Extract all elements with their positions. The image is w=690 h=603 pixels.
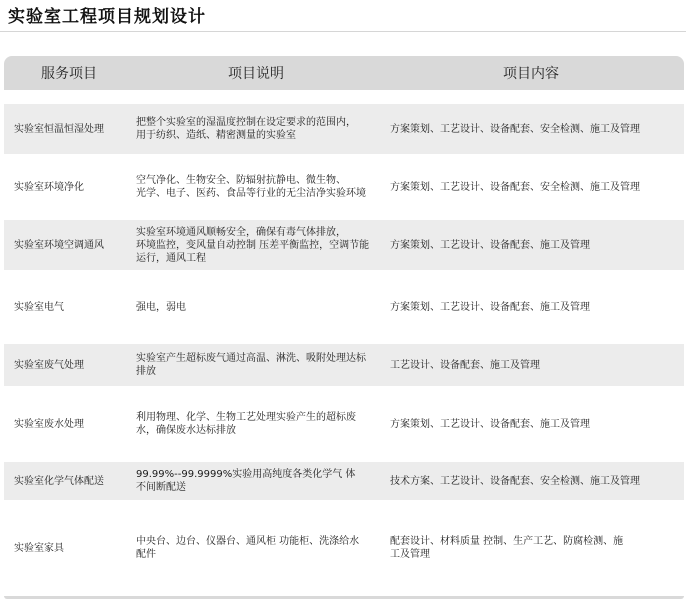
header-description: 项目说明 [228,66,284,82]
row-description: 把整个实验室的湿温度控制在设定要求的范围内， 用于纺织、造纸、精密测量的实验室 [136,117,356,141]
row-service: 实验室废气处理 [14,359,84,371]
row-service: 实验室电气 [14,301,64,313]
row-content: 方案策划、工艺设计、设备配套、安全检测、施工及管理 [390,123,640,135]
table-row [4,154,684,220]
row-service: 实验室废水处理 [14,418,84,430]
row-description: 利用物理、化学、生物工艺处理实验产生的超标废 水，确保废水达标排放 [136,412,356,436]
row-description: 实验室环境通风顺畅安全，确保有毒气体排放， 环境监控，变风量自动控制 压差平衡监控，空调节能 运行，通风工程 [136,226,370,264]
row-content: 工艺设计、设备配套、施工及管理 [390,359,540,371]
row-service: 实验室家具 [14,542,64,554]
row-content: 方案策划、工艺设计、设备配套、安全检测、施工及管理 [390,181,640,193]
row-content: 配套设计、材料质量 控制、生产工艺、防腐检测、施 工及管理 [390,536,624,560]
row-content: 方案策划、工艺设计、设备配套、施工及管理 [390,239,590,251]
header-service: 服务项目 [41,66,97,82]
row-service: 实验室恒温恒湿处理 [14,123,104,135]
table-header [4,56,684,90]
table-row [4,462,684,500]
row-content: 方案策划、工艺设计、设备配套、施工及管理 [390,301,590,313]
header-gap [4,90,684,104]
row-description: 空气净化、生物安全、防辐射抗静电、微生物、 光学、电子、医药、食品等行业的无尘洁净实验环境 [136,175,366,199]
row-description: 实验室产生超标废气通过高温、淋洗、吸附处理达标 排放 [136,353,366,377]
table-bottom-border [4,596,684,599]
table-row [4,104,684,154]
table-row [4,386,684,462]
row-description: 强电，弱电 [136,301,186,313]
row-content: 方案策划、工艺设计、设备配套、施工及管理 [390,418,590,430]
row-service: 实验室环境空调通风 [14,239,104,251]
table-row [4,220,684,270]
table-row [4,270,684,344]
table-row [4,344,684,386]
row-description: 中央台、边台、仪器台、通风柜 功能柜、洗涤给水 配件 [136,536,360,560]
row-service: 实验室环境净化 [14,181,84,193]
table-row [4,500,684,596]
services-table [4,56,684,599]
header-content: 项目内容 [503,66,559,82]
page-title: 实验室工程项目规划设计 [8,7,206,27]
row-content: 技术方案、工艺设计、设备配套、安全检测、施工及管理 [390,475,640,487]
title-divider [0,31,686,32]
row-service: 实验室化学气体配送 [14,475,104,487]
row-description: 99.99%--99.9999%实验用高纯度各类化学气 体 不间断配送 [136,469,356,493]
